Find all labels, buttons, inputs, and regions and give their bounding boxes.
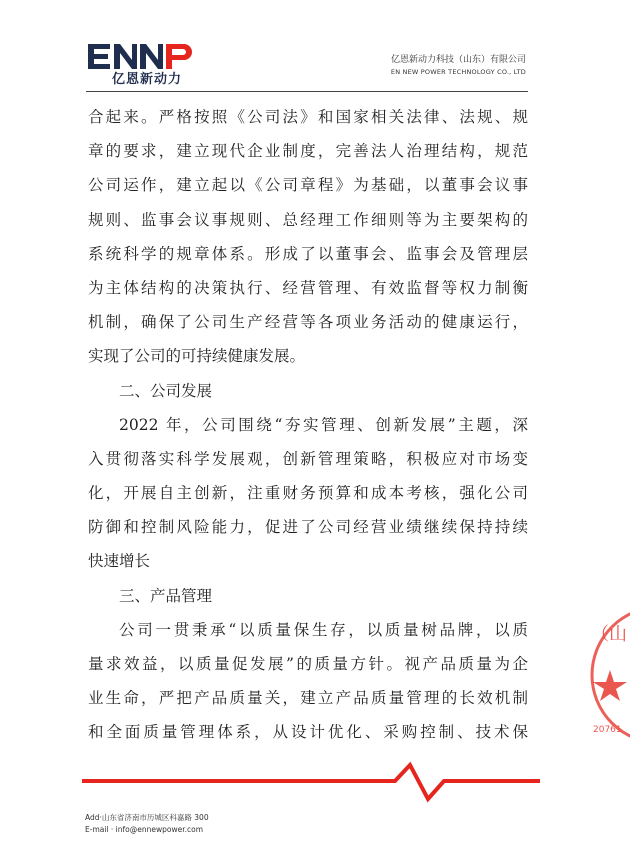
company-seal-partial bbox=[585, 600, 630, 750]
body-line: 规则、监事会议事规则、总经理工作细则等为主要架构的 bbox=[88, 210, 528, 229]
body-line: 入贯彻落实科学发展观，创新管理策略，积极应对市场变 bbox=[88, 449, 528, 468]
body-line: 合起来。严格按照《公司法》和国家相关法律、法规、规 bbox=[88, 108, 528, 126]
letterhead bbox=[0, 0, 630, 100]
company-name-block bbox=[391, 52, 526, 76]
body-line: 业生命，严把产品质量关，建立产品质量管理的长效机制 bbox=[88, 689, 528, 708]
document-body bbox=[88, 100, 528, 750]
footer-contact bbox=[85, 812, 209, 836]
star-icon bbox=[593, 670, 627, 701]
footer-email: E-mail · info@ennewpower.com bbox=[85, 825, 203, 834]
header-divider bbox=[86, 91, 528, 92]
company-name-cn: 亿恩新动力科技（山东）有限公司 bbox=[390, 55, 526, 65]
logo-chinese-name: 亿恩新动力 bbox=[112, 72, 183, 87]
section-heading: 三、产品管理 bbox=[119, 586, 213, 605]
body-line: 为主体结构的决策执行、经营管理、有效监督等权力制衡 bbox=[88, 278, 528, 297]
body-line: 快速增长 bbox=[88, 552, 151, 571]
body-line: 系统科学的规章体系。形成了以董事会、监事会及管理层 bbox=[88, 244, 528, 263]
section-heading: 二、公司发展 bbox=[119, 381, 213, 400]
body-line: 机制，确保了公司生产经营等各项业务活动的健康运行， bbox=[88, 313, 528, 332]
footer-red-wave bbox=[0, 755, 630, 815]
company-name-en: EN NEW POWER TECHNOLOGY CO., LTD bbox=[390, 68, 526, 76]
footer-address: Add·山东省济南市历城区科嘉路 300 bbox=[85, 813, 209, 822]
seal-number: 20761 bbox=[593, 725, 622, 735]
body-line: 化，开展自主创新，注重财务预算和成本考核，强化公司 bbox=[88, 484, 528, 503]
body-line: 量求效益，以质量促发展”的质量方针。视产品质量为企 bbox=[88, 655, 528, 673]
body-line: 2022 年，公司围绕“夯实管理、创新发展”主题，深 bbox=[119, 415, 528, 434]
body-line: 实现了公司的可持续健康发展。 bbox=[88, 347, 306, 366]
body-line: 和全面质量管理体系，从设计优化、采购控制、技术保 bbox=[88, 723, 528, 742]
seal-text: （山 bbox=[591, 624, 627, 645]
body-line: 章的要求，建立现代企业制度，完善法人治理结构，规范 bbox=[88, 142, 528, 161]
body-line: 防御和控制风险能力，促进了公司经营业绩继续保持持续 bbox=[88, 518, 528, 537]
body-line: 公司一贯秉承“以质量保生存，以质量树品牌，以质 bbox=[119, 620, 528, 639]
body-line: 公司运作，建立起以《公司章程》为基础，以董事会议事 bbox=[88, 176, 528, 195]
